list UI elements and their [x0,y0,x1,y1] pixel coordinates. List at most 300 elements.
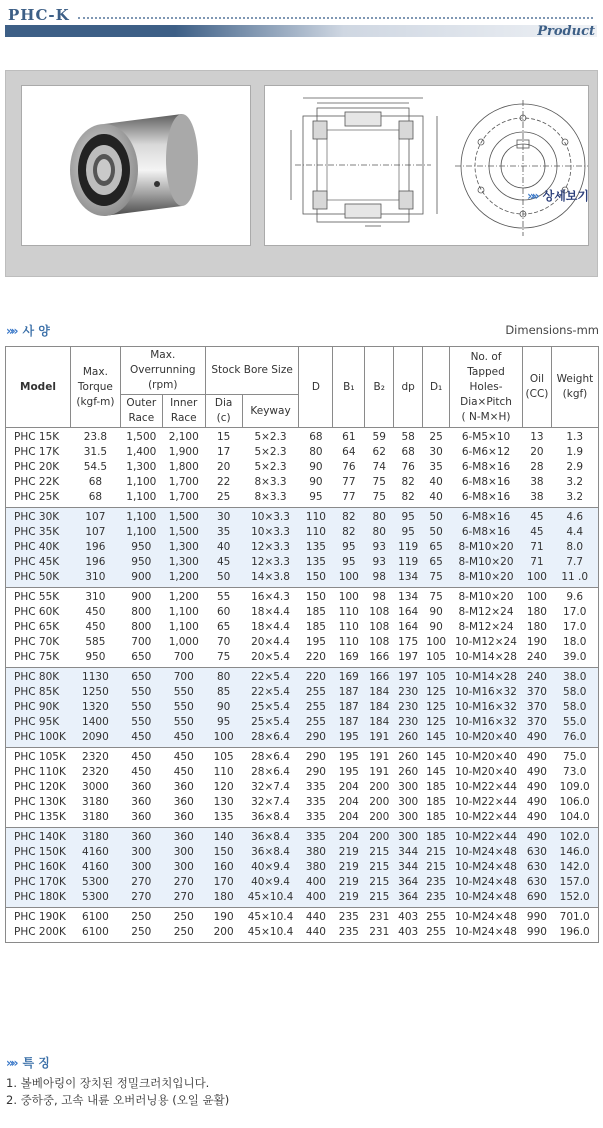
table-cell: 17.0 [551,620,598,635]
col-max-torque: Max. Torque (kgf-m) [70,347,120,428]
table-cell: 490 [522,795,551,810]
table-cell: 8-M10×20 [450,540,523,555]
table-cell: 195 [333,748,365,766]
model-cell: PHC 85K [6,685,71,700]
header-dotted-rule [78,17,593,19]
table-cell: 100 [333,570,365,588]
table-cell: 90 [205,700,242,715]
table-row [6,810,599,828]
table-cell: 75 [365,475,394,490]
table-cell: 157.0 [551,875,598,890]
table-cell: 142.0 [551,860,598,875]
table-cell: 120 [205,780,242,795]
table-cell: 200 [365,780,394,795]
table-cell: 65 [423,555,450,570]
table-cell: 360 [120,780,162,795]
table-cell: 5×2.3 [242,428,299,446]
model-cell: PHC 95K [6,715,71,730]
table-cell: 102.0 [551,828,598,846]
table-cell: 701.0 [551,908,598,926]
table-cell: 231 [365,908,394,926]
table-cell: 10-M24×48 [450,925,523,943]
table-cell: 650 [120,650,162,668]
table-cell: 230 [394,700,423,715]
table-cell: 550 [120,715,162,730]
model-cell: PHC 180K [6,890,71,908]
table-cell: 270 [162,890,205,908]
table-cell: 28 [522,460,551,475]
table-cell: 28×6.4 [242,730,299,748]
table-cell: 125 [423,700,450,715]
table-cell: 185 [423,780,450,795]
table-cell: 90 [299,460,333,475]
table-cell: 180 [205,890,242,908]
table-cell: 169 [333,650,365,668]
table-cell: 6100 [70,908,120,926]
table-cell: 145 [423,730,450,748]
table-cell: 260 [394,765,423,780]
table-cell: 73.0 [551,765,598,780]
table-cell: 400 [299,890,333,908]
table-cell: 1.9 [551,445,598,460]
table-cell: 110 [333,620,365,635]
table-cell: 4160 [70,860,120,875]
table-row [6,700,599,715]
table-cell: 169 [333,668,365,686]
table-cell: 180 [522,620,551,635]
table-cell: 190 [205,908,242,926]
table-cell: 3180 [70,810,120,828]
table-cell: 32×7.4 [242,795,299,810]
table-cell: 75.0 [551,748,598,766]
table-cell: 400 [299,875,333,890]
table-cell: 68 [70,475,120,490]
table-cell: 55 [205,588,242,606]
table-row [6,650,599,668]
table-cell: 8×3.3 [242,475,299,490]
table-cell: 23.8 [70,428,120,446]
table-cell: 76 [333,460,365,475]
table-cell: 8-M10×20 [450,555,523,570]
spec-group [6,428,599,508]
table-cell: 990 [522,925,551,943]
table-cell: 25 [205,490,242,508]
spec-group [6,748,599,828]
table-cell: 30 [205,508,242,526]
table-cell: 250 [162,925,205,943]
table-cell: 45×10.4 [242,925,299,943]
table-cell: 90 [423,620,450,635]
table-cell: 10×3.3 [242,508,299,526]
model-cell: PHC 135K [6,810,71,828]
table-row [6,748,599,766]
col-stock-bore-size: Stock Bore Size [205,347,299,395]
table-row [6,588,599,606]
table-cell: 235 [333,925,365,943]
detail-view-link[interactable]: »» 상세보기 [527,189,589,203]
table-cell: 11 .0 [551,570,598,588]
table-cell: 1,300 [120,460,162,475]
table-cell: 700 [162,650,205,668]
product-image-panel [5,70,598,277]
dimension-drawing [264,85,589,246]
table-cell: 1,800 [162,460,205,475]
table-cell: 1,100 [120,475,162,490]
table-cell: 450 [70,620,120,635]
table-row [6,570,599,588]
table-cell: 690 [522,890,551,908]
model-cell: PHC 25K [6,490,71,508]
table-cell: 10-M24×48 [450,890,523,908]
table-cell: 200 [205,925,242,943]
table-cell: 230 [394,715,423,730]
table-cell: 360 [120,795,162,810]
spec-table [5,346,599,943]
model-cell: PHC 150K [6,845,71,860]
model-cell: PHC 110K [6,765,71,780]
spec-group [6,908,599,943]
table-cell: 200 [365,810,394,828]
table-cell: 300 [394,795,423,810]
table-cell: 150 [299,570,333,588]
table-cell: 1,700 [162,475,205,490]
table-cell: 185 [423,828,450,846]
table-cell: 1320 [70,700,120,715]
table-cell: 110 [299,508,333,526]
table-cell: 300 [394,780,423,795]
table-cell: 107 [70,508,120,526]
table-cell: 235 [333,908,365,926]
table-cell: 15 [205,428,242,446]
table-cell: 800 [120,605,162,620]
model-cell: PHC 90K [6,700,71,715]
table-cell: 550 [162,685,205,700]
table-cell: 110 [333,605,365,620]
table-cell: 8.0 [551,540,598,555]
table-cell: 450 [120,730,162,748]
table-row [6,490,599,508]
table-cell: 403 [394,908,423,926]
table-row [6,685,599,700]
table-row [6,475,599,490]
table-cell: 196 [70,555,120,570]
table-cell: 364 [394,890,423,908]
table-row [6,445,599,460]
table-cell: 185 [299,605,333,620]
table-cell: 187 [333,700,365,715]
table-cell: 71 [522,555,551,570]
table-cell: 585 [70,635,120,650]
table-cell: 700 [162,668,205,686]
table-cell: 55.0 [551,715,598,730]
table-cell: 36×8.4 [242,845,299,860]
table-cell: 10-M22×44 [450,828,523,846]
table-cell: 335 [299,828,333,846]
table-cell: 250 [120,925,162,943]
table-cell: 1,100 [162,620,205,635]
model-cell: PHC 60K [6,605,71,620]
table-cell: 196.0 [551,925,598,943]
model-cell: PHC 200K [6,925,71,943]
table-cell: 10-M24×48 [450,860,523,875]
table-cell: 80 [299,445,333,460]
table-cell: 230 [394,685,423,700]
table-cell: 145 [423,748,450,766]
col-B2: B₂ [365,347,394,428]
table-cell: 90 [423,605,450,620]
table-cell: 1,500 [162,525,205,540]
table-cell: 344 [394,845,423,860]
table-cell: 215 [423,860,450,875]
table-cell: 95 [333,540,365,555]
table-cell: 75 [365,490,394,508]
table-cell: 76.0 [551,730,598,748]
table-cell: 200 [365,828,394,846]
table-cell: 700 [120,635,162,650]
table-cell: 950 [120,540,162,555]
dimensions-note: Dimensions-mm [505,323,599,337]
table-cell: 370 [522,685,551,700]
table-cell: 108 [365,620,394,635]
table-cell: 28×6.4 [242,748,299,766]
spec-section-title: »» 사 양 [6,324,50,338]
table-cell: 450 [162,765,205,780]
table-cell: 10-M20×40 [450,765,523,780]
table-cell: 360 [162,810,205,828]
table-cell: 260 [394,748,423,766]
table-cell: 1,100 [120,490,162,508]
model-cell: PHC 80K [6,668,71,686]
table-cell: 36×8.4 [242,810,299,828]
table-cell: 380 [299,860,333,875]
table-cell: 25×5.4 [242,700,299,715]
table-cell: 219 [333,890,365,908]
table-cell: 370 [522,700,551,715]
table-cell: 28×6.4 [242,765,299,780]
table-cell: 20×4.4 [242,635,299,650]
table-cell: 22×5.4 [242,668,299,686]
feature-item-1: 1. 볼베아링이 장치된 정밀크러치입니다. [6,1076,210,1090]
table-cell: 270 [120,890,162,908]
table-cell: 68 [394,445,423,460]
model-cell: PHC 70K [6,635,71,650]
table-cell: 260 [394,730,423,748]
table-cell: 1,300 [162,555,205,570]
table-cell: 82 [333,525,365,540]
table-cell: 1,000 [162,635,205,650]
table-cell: 31.5 [70,445,120,460]
table-cell: 335 [299,795,333,810]
model-cell: PHC 50K [6,570,71,588]
table-cell: 630 [522,875,551,890]
table-row [6,668,599,686]
table-cell: 38 [522,475,551,490]
table-cell: 187 [333,715,365,730]
table-cell: 130 [205,795,242,810]
table-cell: 380 [299,845,333,860]
table-cell: 100 [522,588,551,606]
table-cell: 197 [394,650,423,668]
table-cell: 2320 [70,748,120,766]
model-cell: PHC 35K [6,525,71,540]
table-cell: 364 [394,875,423,890]
table-cell: 195 [299,635,333,650]
model-cell: PHC 120K [6,780,71,795]
table-cell: 630 [522,860,551,875]
table-cell: 7.7 [551,555,598,570]
model-cell: PHC 190K [6,908,71,926]
table-cell: 68 [299,428,333,446]
table-cell: 5300 [70,875,120,890]
table-cell: 95 [299,490,333,508]
table-cell: 6-M5×10 [450,428,523,446]
table-cell: 40 [205,540,242,555]
table-cell: 45×10.4 [242,890,299,908]
table-cell: 1.3 [551,428,598,446]
double-chevron-icon: »» [6,1056,16,1070]
table-cell: 215 [365,875,394,890]
table-cell: 95 [394,525,423,540]
table-cell: 185 [423,810,450,828]
table-cell: 1130 [70,668,120,686]
table-cell: 20 [205,460,242,475]
table-cell: 1,100 [120,508,162,526]
table-cell: 255 [299,685,333,700]
table-cell: 550 [120,700,162,715]
col-outer-race: Outer Race [120,395,162,428]
table-cell: 10-M22×44 [450,810,523,828]
table-cell: 164 [394,620,423,635]
table-cell: 35 [423,460,450,475]
model-cell: PHC 17K [6,445,71,460]
table-cell: 290 [299,730,333,748]
table-cell: 344 [394,860,423,875]
table-cell: 5300 [70,890,120,908]
table-cell: 134 [394,588,423,606]
table-cell: 13 [522,428,551,446]
table-row [6,845,599,860]
table-cell: 300 [162,845,205,860]
table-cell: 184 [365,685,394,700]
table-cell: 10-M16×32 [450,715,523,730]
table-cell: 220 [299,668,333,686]
table-cell: 10-M20×40 [450,730,523,748]
table-cell: 30 [423,445,450,460]
table-cell: 119 [394,555,423,570]
col-dp: dp [394,347,423,428]
table-row [6,605,599,620]
table-cell: 990 [522,908,551,926]
table-cell: 8-M12×24 [450,620,523,635]
model-cell: PHC 45K [6,555,71,570]
table-cell: 800 [120,620,162,635]
table-cell: 106.0 [551,795,598,810]
col-model: Model [6,347,71,428]
table-cell: 6-M8×16 [450,460,523,475]
table-cell: 10-M24×48 [450,845,523,860]
table-cell: 187 [333,685,365,700]
table-cell: 62 [365,445,394,460]
table-cell: 6-M8×16 [450,508,523,526]
table-cell: 36×8.4 [242,828,299,846]
table-cell: 490 [522,828,551,846]
table-cell: 6-M6×12 [450,445,523,460]
table-cell: 204 [333,828,365,846]
table-cell: 110 [333,635,365,650]
table-cell: 12×3.3 [242,540,299,555]
table-cell: 58.0 [551,685,598,700]
table-cell: 71 [522,540,551,555]
double-chevron-icon: »» [6,324,16,338]
table-cell: 65 [205,620,242,635]
table-row [6,525,599,540]
table-cell: 255 [423,925,450,943]
table-cell: 12×3.3 [242,555,299,570]
table-cell: 220 [299,650,333,668]
table-cell: 18.0 [551,635,598,650]
table-cell: 10-M20×40 [450,748,523,766]
table-cell: 108 [365,635,394,650]
table-cell: 215 [365,860,394,875]
table-cell: 22 [205,475,242,490]
table-cell: 76 [394,460,423,475]
col-D: D [299,347,333,428]
table-cell: 219 [333,860,365,875]
table-cell: 360 [120,810,162,828]
table-cell: 145 [423,765,450,780]
table-cell: 77 [333,475,365,490]
table-cell: 1,300 [162,540,205,555]
table-cell: 16×4.3 [242,588,299,606]
table-cell: 93 [365,555,394,570]
table-cell: 8-M12×24 [450,605,523,620]
table-cell: 107 [70,525,120,540]
table-cell: 105 [423,650,450,668]
table-cell: 164 [394,605,423,620]
table-cell: 85 [205,685,242,700]
table-cell: 166 [365,668,394,686]
table-cell: 4.6 [551,508,598,526]
col-keyway: Keyway [242,395,299,428]
table-cell: 950 [70,650,120,668]
table-cell: 360 [162,828,205,846]
table-cell: 80 [205,668,242,686]
table-cell: 490 [522,780,551,795]
table-row [6,540,599,555]
table-cell: 38.0 [551,668,598,686]
table-row [6,620,599,635]
table-cell: 125 [423,685,450,700]
double-chevron-icon: »» [527,189,537,203]
table-cell: 250 [162,908,205,926]
table-cell: 45×10.4 [242,908,299,926]
table-cell: 100 [522,570,551,588]
table-cell: 490 [522,748,551,766]
model-cell: PHC 22K [6,475,71,490]
table-cell: 134 [394,570,423,588]
table-cell: 18×4.4 [242,605,299,620]
table-cell: 310 [70,588,120,606]
col-weight: Weight (kgf) [551,347,598,428]
table-cell: 10-M16×32 [450,700,523,715]
table-cell: 630 [522,845,551,860]
table-cell: 98 [365,570,394,588]
table-cell: 195 [333,765,365,780]
table-cell: 1,200 [162,588,205,606]
table-cell: 6-M8×16 [450,525,523,540]
table-cell: 40 [423,475,450,490]
col-D1: D₁ [423,347,450,428]
